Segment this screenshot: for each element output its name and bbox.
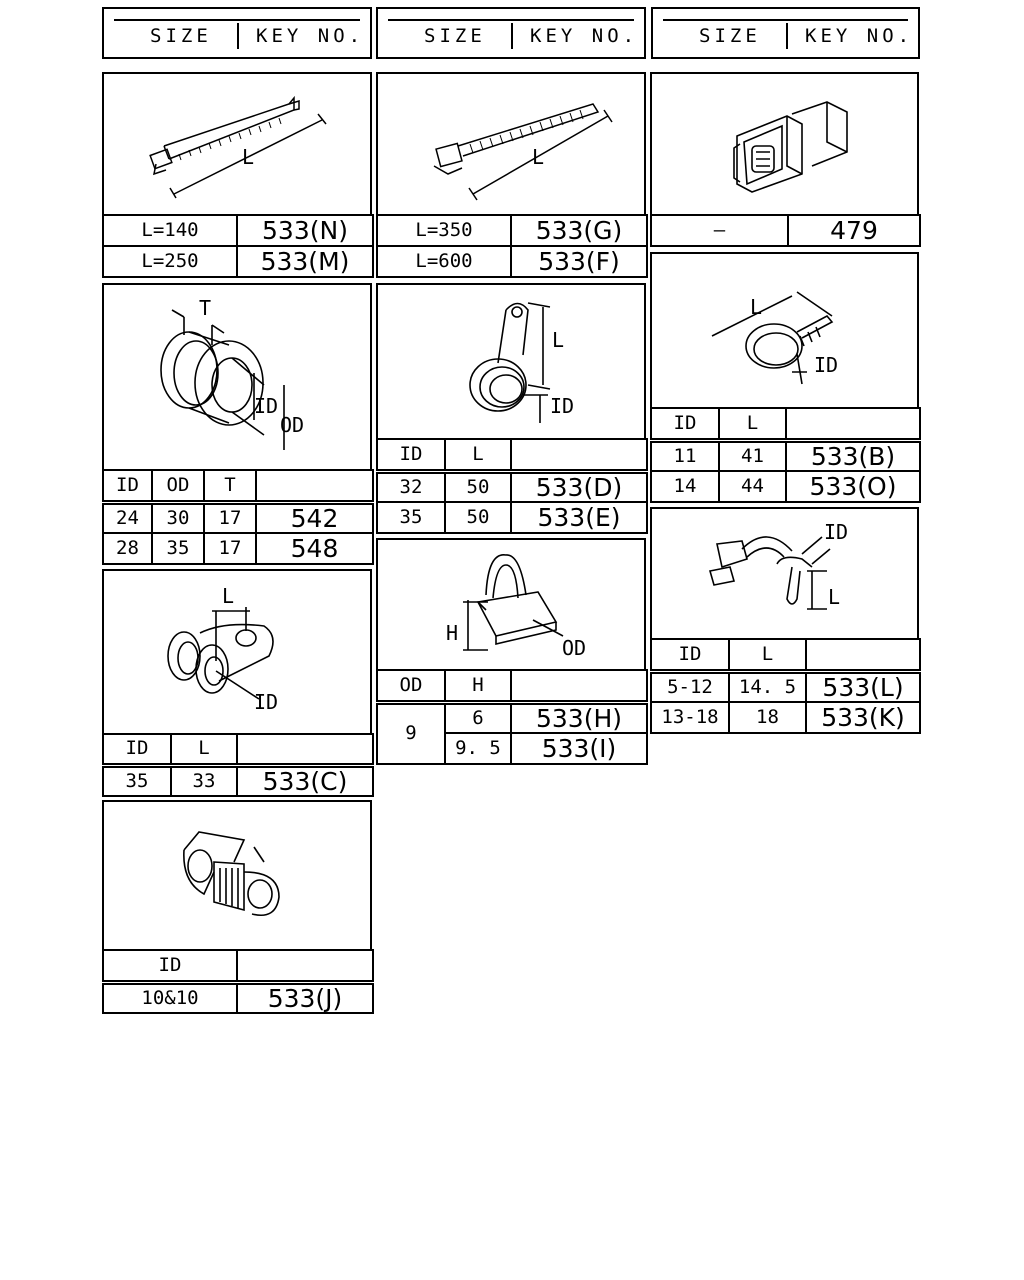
key-no-cell: 533(C): [237, 765, 373, 796]
panel-cable-tie-short: [102, 72, 372, 216]
id-cell: 10&10: [103, 982, 237, 1013]
id-cell: 28: [103, 533, 152, 564]
t-cell: 17: [204, 533, 256, 564]
connector-drawing: [652, 74, 917, 214]
table-header-row: [103, 470, 373, 502]
p-clamp-drawing: [378, 285, 644, 438]
hose-clip-drawing: [652, 509, 917, 638]
h-cell: 6: [445, 702, 511, 733]
table-header-row: [651, 639, 920, 671]
column-header-key: [511, 670, 647, 702]
dim-id-label: ID: [824, 520, 849, 544]
key-no-cell: 533(K): [806, 702, 920, 733]
connector-table: [650, 214, 921, 247]
column-header-t: T: [204, 470, 256, 502]
hose-clip-table: [650, 638, 921, 734]
cable-tie-long-table: [376, 214, 648, 278]
key-no-cell: 533(D): [511, 471, 647, 502]
size-cell: —: [651, 215, 788, 246]
edge-clip-table: [376, 669, 648, 765]
id-cell: 14: [651, 471, 719, 502]
column-header-od: OD: [152, 470, 204, 502]
panel-band-clamp: [650, 252, 919, 409]
column-header-od: OD: [377, 670, 445, 702]
size-label: SIZE: [424, 25, 486, 47]
id-cell: 11: [651, 440, 719, 471]
dim-l-label: L: [532, 145, 545, 169]
panel-p-clamp: [376, 283, 646, 440]
key-no-cell: 548: [256, 533, 373, 564]
table-header-row: [103, 734, 373, 765]
table-row: [103, 502, 373, 533]
column-header-l: L: [171, 734, 237, 765]
saddle-clamp-drawing: [104, 571, 370, 733]
key-no-cell: 533(F): [511, 246, 647, 277]
table-row: [651, 215, 920, 246]
l-cell: 50: [445, 502, 511, 533]
double-clip-table: [102, 949, 374, 1014]
od-cell: 30: [152, 502, 204, 533]
key-no-cell: 533(O): [786, 471, 920, 502]
column-header-id: ID: [651, 639, 729, 671]
id-cell: 32: [377, 471, 445, 502]
cable-tie-long-drawing: [378, 74, 644, 214]
column-header-l: L: [719, 408, 786, 440]
column-header-id: ID: [103, 470, 152, 502]
key-no-cell: 533(E): [511, 502, 647, 533]
size-label: SIZE: [150, 25, 212, 47]
table-header-row: [103, 950, 373, 982]
dim-t-label: T: [199, 296, 212, 320]
cable-tie-short-table: [102, 214, 374, 278]
dim-l-label: L: [552, 328, 565, 352]
od-cell: 35: [152, 533, 204, 564]
id-cell: 5-12: [651, 671, 729, 702]
dim-id-label: ID: [814, 353, 839, 377]
table-row: [103, 982, 373, 1013]
size-cell: L=250: [103, 246, 237, 277]
dim-id-label: ID: [254, 690, 279, 714]
panel-connector: [650, 72, 919, 216]
table-row: [651, 440, 920, 471]
l-cell: 33: [171, 765, 237, 796]
key-no-cell: 542: [256, 502, 373, 533]
column-header-id: ID: [651, 408, 719, 440]
dim-l-label: L: [828, 585, 841, 609]
column-header-key: [256, 470, 373, 502]
table-row: [651, 471, 920, 502]
column-header-key: [511, 439, 647, 471]
panel-cable-tie-long: [376, 72, 646, 216]
band-clamp-table: [650, 407, 921, 503]
table-row: [377, 215, 647, 246]
panel-edge-clip: [376, 538, 646, 671]
table-row: [651, 702, 920, 733]
key-label: KEY NO.: [256, 25, 365, 47]
size-key-header-1: [102, 7, 372, 59]
column-header-id: ID: [103, 734, 171, 765]
od-cell: 9: [377, 702, 445, 764]
size-key-header-2: [376, 7, 646, 59]
table-row: [377, 502, 647, 533]
column-header-id: ID: [103, 950, 237, 982]
size-label: SIZE: [699, 25, 761, 47]
l-cell: 50: [445, 471, 511, 502]
table-header-row: [651, 408, 920, 440]
l-cell: 18: [729, 702, 806, 733]
size-key-header-3: [651, 7, 920, 59]
l-cell: 14. 5: [729, 671, 806, 702]
dim-h-label: H: [446, 621, 459, 645]
panel-double-clip: [102, 800, 372, 951]
panel-hose-clip: [650, 507, 919, 640]
band-clamp-drawing: [652, 254, 917, 407]
size-cell: L=350: [377, 215, 511, 246]
key-no-cell: 479: [788, 215, 920, 246]
l-cell: 41: [719, 440, 786, 471]
table-header-row: [377, 439, 647, 471]
panel-grommet: [102, 283, 372, 471]
dim-l-label: L: [750, 295, 763, 319]
key-no-cell: 533(J): [237, 982, 373, 1013]
id-cell: 13-18: [651, 702, 729, 733]
grommet-drawing: [104, 285, 370, 469]
key-no-cell: 533(M): [237, 246, 373, 277]
column-header-l: L: [729, 639, 806, 671]
table-row: [377, 471, 647, 502]
key-label: KEY NO.: [805, 25, 914, 47]
edge-clip-drawing: [378, 540, 644, 669]
size-cell: L=600: [377, 246, 511, 277]
key-no-cell: 533(H): [511, 702, 647, 733]
table-row: [377, 702, 647, 733]
table-row: [103, 533, 373, 564]
column-header-key: [806, 639, 920, 671]
key-no-cell: 533(B): [786, 440, 920, 471]
table-row: [377, 246, 647, 277]
column-header-key: [237, 950, 373, 982]
double-clip-drawing: [104, 802, 370, 949]
grommet-table: [102, 469, 374, 565]
saddle-clamp-table: [102, 733, 374, 797]
table-row: [651, 671, 920, 702]
t-cell: 17: [204, 502, 256, 533]
table-header-row: [377, 670, 647, 702]
key-no-cell: 533(N): [237, 215, 373, 246]
h-cell: 9. 5: [445, 733, 511, 764]
column-header-h: H: [445, 670, 511, 702]
dim-id-label: ID: [550, 394, 575, 418]
column-header-l: L: [445, 439, 511, 471]
table-row: [103, 215, 373, 246]
key-no-cell: 533(G): [511, 215, 647, 246]
dim-l-label: L: [242, 145, 255, 169]
dim-id-label: ID: [254, 394, 279, 418]
id-cell: 24: [103, 502, 152, 533]
dim-od-label: OD: [280, 413, 305, 437]
column-header-key: [786, 408, 920, 440]
panel-saddle-clamp: [102, 569, 372, 735]
size-cell: L=140: [103, 215, 237, 246]
p-clamp-table: [376, 438, 648, 534]
id-cell: 35: [377, 502, 445, 533]
table-row: [103, 246, 373, 277]
key-no-cell: 533(I): [511, 733, 647, 764]
column-header-key: [237, 734, 373, 765]
key-no-cell: 533(L): [806, 671, 920, 702]
cable-tie-short-drawing: [104, 74, 370, 214]
table-row: [103, 765, 373, 796]
dim-l-label: L: [222, 584, 235, 608]
column-header-id: ID: [377, 439, 445, 471]
id-cell: 35: [103, 765, 171, 796]
dim-od-label: OD: [562, 636, 587, 660]
key-label: KEY NO.: [530, 25, 639, 47]
l-cell: 44: [719, 471, 786, 502]
